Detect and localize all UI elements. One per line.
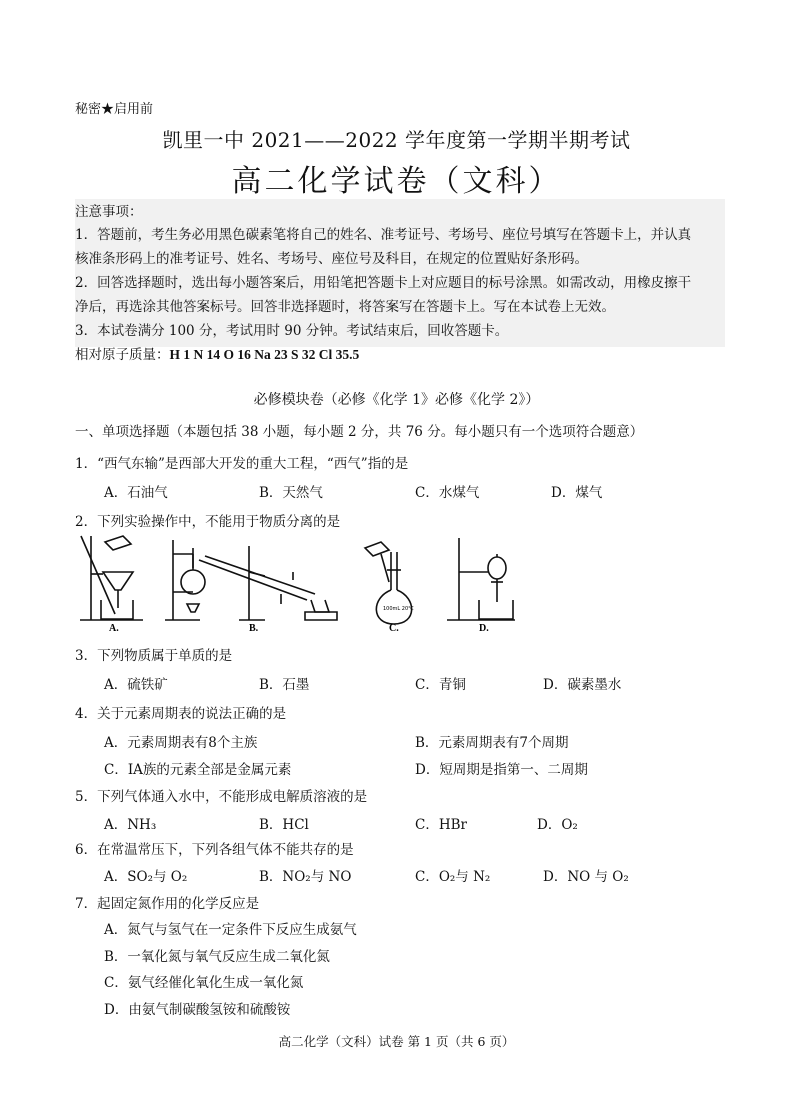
question-4-option-d: D．短周期是指第一、二周期 — [415, 762, 588, 778]
question-4-stem: 4．关于元素周期表的说法正确的是 — [75, 706, 287, 722]
question-3-stem: 3．下列物质属于单质的是 — [75, 648, 233, 664]
question-6-option-a: A．SO₂与 O₂ — [104, 869, 188, 885]
notice-heading: 注意事项： — [75, 204, 143, 220]
question-4-option-b: B．元素周期表有7个周期 — [415, 735, 569, 751]
question-6-option-d: D．NO 与 O₂ — [543, 869, 629, 885]
exam-title: 凯里一中 2021——2022 学年度第一学期半期考试 — [162, 128, 631, 152]
question-5-stem: 5．下列气体通入水中，不能形成电解质溶液的是 — [75, 789, 368, 805]
question-1-stem: 1．“西气东输”是西部大开发的重大工程，“西气”指的是 — [75, 456, 409, 472]
atomic-mass-line — [75, 343, 359, 363]
figure-label-d: D. — [479, 623, 489, 634]
question-1-option-c: C．水煤气 — [415, 485, 480, 501]
question-3-option-c: C．青铜 — [415, 677, 466, 693]
section-title: 必修模块卷（必修《化学 1》必修《化学 2》） — [253, 392, 540, 408]
apparatus-figure — [75, 532, 525, 634]
question-3-option-b: B．石墨 — [259, 677, 310, 693]
question-5-option-a: A．NH₃ — [104, 817, 157, 833]
part-title: 一、单项选择题（本题包括 38 小题，每小题 2 分，共 76 分。每小题只有一个选项符合题意） — [75, 424, 644, 440]
question-7-option-b: B．一氧化氮与氧气反应生成二氧化氮 — [104, 949, 330, 965]
notice-line: 核准条形码上的准考证号、姓名、考场号、座位号及科目，在规定的位置贴好条形码。 — [75, 251, 588, 267]
separatory-funnel-apparatus — [447, 538, 515, 620]
filtration-apparatus — [80, 536, 143, 620]
distillation-apparatus — [165, 540, 337, 620]
question-5-option-c: C．HBr — [415, 817, 467, 833]
confidential-label: 秘密★启用前 — [75, 102, 154, 117]
atomic-mass-label: 相对原子质量： — [75, 347, 170, 363]
question-7-stem: 7．起固定氮作用的化学反应是 — [75, 896, 260, 912]
notice-line: 3．本试卷满分 100 分，考试用时 90 分钟。考试结束后，回收答题卡。 — [75, 323, 509, 339]
question-5-option-b: B．HCl — [259, 817, 309, 833]
notice-block — [75, 199, 725, 347]
question-5-option-d: D．O₂ — [537, 817, 578, 833]
question-3-option-a: A．硫铁矿 — [104, 677, 168, 693]
question-2-stem: 2．下列实验操作中，不能用于物质分离的是 — [75, 514, 341, 530]
question-3-option-d: D．碳素墨水 — [543, 677, 622, 693]
flask-label: 100mL 20℃ — [383, 606, 414, 612]
notice-line: 1．答题前，考生务必用黑色碳素笔将自己的姓名、准考证号、考场号、座位号填写在答题卡上，并认真 — [75, 227, 692, 243]
figure-label-c: C. — [389, 623, 399, 634]
atomic-mass-values: H 1 N 14 O 16 Na 23 S 32 Cl 35.5 — [169, 347, 360, 362]
question-4-option-c: C．ⅠA族的元素全部是金属元素 — [104, 762, 292, 778]
question-7-option-a: A．氮气与氢气在一定条件下反应生成氨气 — [104, 922, 357, 938]
figure-label-b: B. — [249, 623, 259, 634]
figure-label-a: A. — [109, 623, 119, 634]
question-1-option-a: A．石油气 — [104, 485, 168, 501]
question-1-option-d: D．煤气 — [551, 485, 603, 501]
question-7-option-d: D．由氨气制碳酸氢铵和硫酸铵 — [104, 1002, 291, 1018]
question-6-stem: 6．在常温常压下，下列各组气体不能共存的是 — [75, 842, 354, 858]
question-1-option-b: B．天然气 — [259, 485, 323, 501]
question-6-option-c: C．O₂与 N₂ — [415, 869, 491, 885]
notice-line: 2．回答选择题时，选出每小题答案后，用铅笔把答题卡上对应题目的标号涂黑。如需改动，用橡皮擦干 — [75, 275, 692, 291]
question-7-option-c: C．氨气经催化氧化生成一氧化氮 — [104, 975, 304, 991]
paper-title: 高二化学试卷（文科） — [231, 164, 562, 199]
question-4-option-a: A．元素周期表有8个主族 — [104, 735, 258, 751]
notice-line: 净后，再选涂其他答案标号。回答非选择题时，将答案写在答题卡上。写在本试卷上无效。 — [75, 299, 615, 315]
page-footer: 高二化学（文科）试卷 第 1 页（共 6 页） — [278, 1034, 515, 1049]
question-6-option-b: B．NO₂与 NO — [259, 869, 352, 885]
